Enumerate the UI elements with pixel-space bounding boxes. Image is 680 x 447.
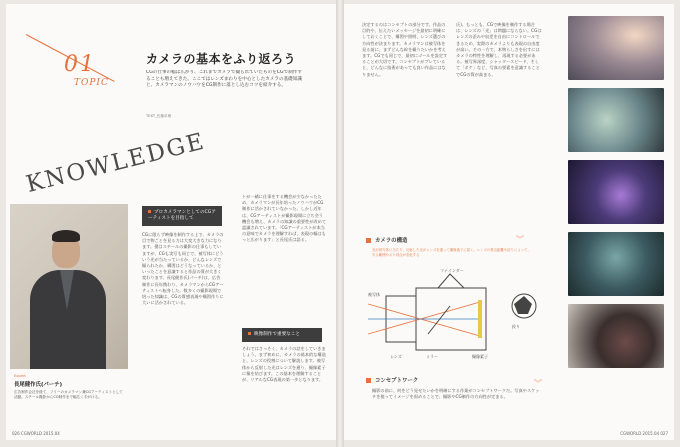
label-finder: ファインダー — [440, 268, 464, 273]
camera-diagram — [368, 266, 548, 370]
box1-title: プロカメラマンとしてのCGアーティストを目指して — [148, 210, 216, 222]
body-column-3: それではさっそく、カメラの話をしていきましょう。まず初めに、カメラの基本的な構造と、レンズの役割について解説します。被写体から反射した光はレンズを通り、撮像素子に像を結びます。この基本を理解することが、リアルなCG表現の第一歩となります。 — [242, 346, 326, 383]
body-column-1: CGに限らず映像を制作する上で、カメラの目で物ごとを見る力は大変大きな力になります。僕はスチールの撮影の仕事もしていますが、CGも実写も同じで、被写体にどういう光が当たっているか、どんなレンズで撮られたか、構図はどうなっているか、といったことを意識すると作品の質が大きく変わります。長尾健作氏(パーチ)は、広告制作に長年携わり、カメラマンからCGアーティストへ転身した。数多くの撮影現場で培った知識は、CGの質感表現や構図作りに大いに活かされている。 — [142, 232, 224, 306]
section-box-2 — [242, 328, 322, 342]
right-page — [344, 4, 674, 440]
right-column-1: 決定するのはコンセプトの部分です。作品の目的や、伝えたいメッセージを最初に明確にしておくことで、構図や照明、レンズ選びの方向性が決まります。カメラマンは被写体を見る前に、まずどんな絵を撮りたいかを考えます。CGでも同じで、最初にゴールを設定することが大切です。コンセプトがブレていると、どんなに技術があっても良い作品にはなりません。 — [362, 22, 448, 77]
label-lens: レンズ — [390, 354, 402, 359]
concept-section-title: コンセプトワーク — [375, 378, 419, 384]
page-title: カメラの基本をふり返ろう — [146, 52, 297, 66]
lead-text: CGの仕事の幅は広がり、これまでカメラで撮られていたものをCGで制作することも増えてきた。ここではレンズまわりを中心としたカメラの基礎知識と、カメラマンのノウハウをCG制作に落とし込むコツを紹介する。 — [146, 70, 302, 89]
label-sensor: 撮像素子 — [472, 354, 488, 359]
body-column-2: トが一緒に仕事をする機会が少なかったため、カメラマンが長年培ったノウハウがCG制作に活かされていなかった。しかし近年は、CGアーティストが撮影現場に立ち会う機会も増え、カメラの知識の重要性が改めて認識されています。「CGアーティストが本当の意味でカメラを理解すれば、表現の幅はもっと広がります」と長尾氏は語る。 — [242, 194, 326, 243]
credit-line: TEXT_佐藤卓朗 — [146, 114, 172, 118]
photo-dry-flowers — [568, 16, 664, 80]
section-box-1 — [142, 206, 222, 226]
photo-wilted-rose — [568, 304, 664, 368]
chevron-down-icon: ︾ — [534, 379, 542, 388]
lens-section-title: カメラの構造 — [375, 238, 408, 244]
person-bio: 広告制作会社を経て、フリーのカメラマン兼CGアーティストとして活動。スチール撮影からCG制作まで幅広く手がける。 — [14, 390, 123, 399]
diagram-aperture-blades — [514, 296, 532, 314]
label-aperture: 絞り — [512, 324, 520, 329]
person-label: Expert — [14, 374, 26, 378]
person-name: 長尾健作氏(パーチ) — [14, 382, 63, 388]
page-footer-right: CGWORLD 2015.04 027 — [620, 431, 668, 436]
section-heading-lens — [366, 236, 407, 244]
diagram-sensor — [478, 300, 482, 338]
square-bullet-icon — [366, 378, 371, 383]
box-bullet-icon — [248, 332, 251, 335]
photo-plant-bokeh — [568, 88, 664, 152]
page-footer-left: 026 CGWORLD 2015.04 — [12, 431, 60, 436]
portrait-photo — [10, 204, 128, 369]
diagram-ray-1 — [368, 304, 480, 336]
square-bullet-icon — [366, 238, 371, 243]
photo-purple-flower — [568, 160, 664, 224]
diagram-note: 光が被写体に当たり、反射した光がレンズを通って撮像素子に届く。レンズの焦点距離や絞りによって、写る範囲やボケ具合が変化する — [372, 248, 531, 257]
right-column-2: 氏)。もっとも、CGで映像を制作する場合は、レンズの「光」は問題にならない。CGはレンズの歪みや収差を自由にコントロールできるため、実際のカメラよりも表現の自由度が高い。その一方で、本物らしさを出すにはカメラの特性を理解し、再現する必要がある。被写界深度、シャッタースピード、そして「ボケ」など、写真の要素を意識することでCGの質が高まる。 — [456, 22, 542, 77]
portrait-hair — [52, 230, 80, 242]
knowledge-heading: KNOWLEDGE — [23, 128, 209, 198]
box2-title: 映像制作で重要なこと — [254, 332, 300, 337]
topic-number: 01 — [64, 52, 96, 77]
label-mirror: ミラー — [426, 354, 438, 359]
diagram-prism — [438, 274, 464, 288]
chevron-down-icon: ︾ — [516, 235, 524, 244]
box-bullet-icon — [148, 210, 151, 213]
section-heading-concept — [366, 376, 418, 384]
left-page — [6, 4, 336, 440]
photo-column — [568, 16, 664, 376]
photo-teal-flower — [568, 232, 664, 296]
diagram-ray-2 — [368, 302, 480, 334]
label-subject: 被写体 — [368, 292, 380, 297]
concept-text: 撮影の前に、何をどう見せたいかを明確にする作業がコンセプトワークだ。写真やスケッチを使ってイメージを固めることで、撮影やCG制作の方向性が定まる。 — [372, 388, 540, 400]
topic-word: TOPIC — [74, 78, 109, 88]
page-gutter — [336, 0, 344, 447]
diagram-mirror — [428, 306, 450, 334]
